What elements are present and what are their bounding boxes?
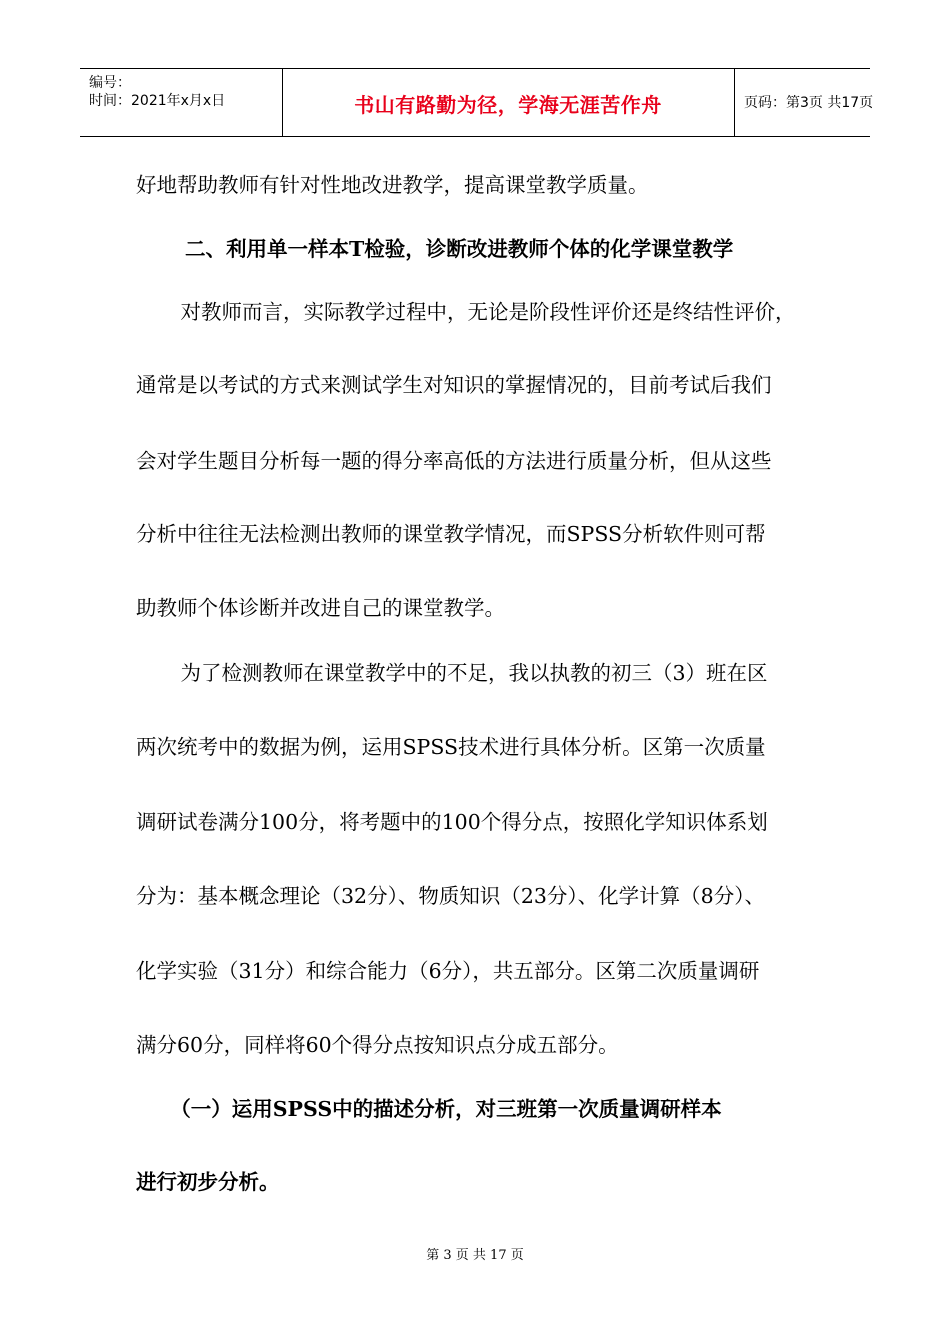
header-motto-cell: [282, 69, 735, 136]
header-motto: 书山有路勤为径，学海无涯苦作舟: [354, 93, 662, 117]
paragraph-line: 分为：基本概念理论（32分）、物质知识（23分）、化学计算（8分）、: [136, 884, 765, 908]
header-page-cell: [734, 69, 874, 136]
document-date-label: 时间：2021年x月x日: [89, 93, 226, 109]
paragraph-line: 满分60分，同样将60个得分点按知识点分成五部分。: [136, 1033, 619, 1057]
paragraph-line: 两次统考中的数据为例，运用SPSS技术进行具体分析。区第一次质量: [136, 735, 766, 759]
page-header: [80, 68, 874, 137]
section-heading: 二、利用单一样本T检验，诊断改进教师个体的化学课堂教学: [185, 237, 734, 261]
paragraph-line: 分析中往往无法检测出教师的课堂教学情况，而SPSS分析软件则可帮: [136, 522, 766, 546]
paragraph-line: 为了检测教师在课堂教学中的不足，我以执教的初三（3）班在区: [160, 661, 768, 685]
paragraph-line: 助教师个体诊断并改进自己的课堂教学。: [136, 596, 505, 620]
document-number-label: 编号：: [89, 75, 131, 91]
subsection-heading: （一）运用SPSS中的描述分析，对三班第一次质量调研样本: [160, 1097, 722, 1121]
paragraph-line: 好地帮助教师有针对性地改进教学，提高课堂教学质量。: [136, 173, 649, 197]
header-page-info: 页码：第3页 共17页: [744, 95, 874, 111]
subsection-heading-continued: 进行初步分析。: [136, 1170, 280, 1194]
paragraph-line: 化学实验（31分）和综合能力（6分），共五部分。区第二次质量调研: [136, 959, 760, 983]
paragraph-line: 对教师而言，实际教学过程中，无论是阶段性评价还是终结性评价，: [160, 300, 796, 324]
page-footer: 第 3 页 共 17 页: [426, 1248, 524, 1263]
paragraph-line: 会对学生题目分析每一题的得分率高低的方法进行质量分析，但从这些: [136, 449, 772, 473]
header-meta-cell: [80, 69, 283, 136]
paragraph-line: 调研试卷满分100分，将考题中的100个得分点，按照化学知识体系划: [136, 810, 768, 834]
paragraph-line: 通常是以考试的方式来测试学生对知识的掌握情况的，目前考试后我们: [136, 373, 772, 397]
